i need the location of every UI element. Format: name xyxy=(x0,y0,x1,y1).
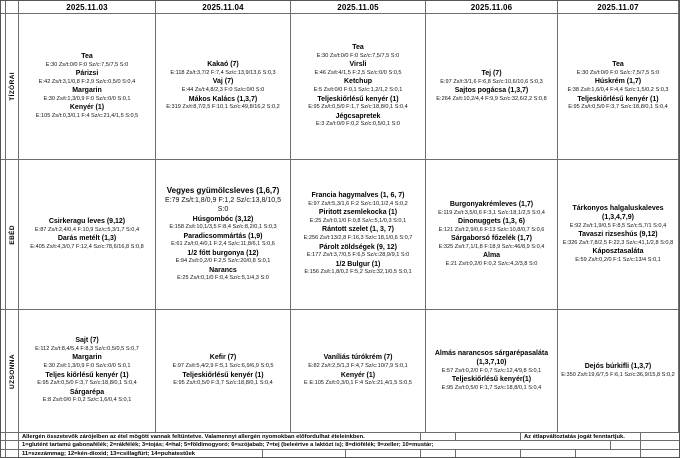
dish-nutrition: E:46 Zs/t:4/1,5 F:2,5 Sz/c:0/0 S:0,5 xyxy=(314,70,402,77)
dish-name: Margarin xyxy=(72,354,102,362)
dish-name: Teljeskiőrlésű kenyér (1) xyxy=(317,95,399,103)
menu-cell xyxy=(291,14,426,160)
menu-cell xyxy=(19,14,156,160)
dish-nutrition: E:57 Zs/t:0,2/0 F:0,7 Sz/c:12,4/9,8 S:0,1 xyxy=(441,367,542,374)
dish-name: Tea xyxy=(352,44,364,52)
menu-cell xyxy=(19,160,156,310)
footer-empty-cell xyxy=(346,450,421,458)
menu-item xyxy=(22,354,152,370)
menu-item xyxy=(22,104,152,120)
dish-name: Kenyér (1) xyxy=(340,371,376,379)
corner-cell-b xyxy=(6,1,19,14)
date-header-wednesday: 2025.11.05 xyxy=(291,1,426,14)
menu-item xyxy=(429,201,554,217)
dish-name: Rántott szelet (1, 3, 7) xyxy=(322,226,394,234)
dish-nutrition: E:95 Zs/t:0,5/0 F:3,7 Sz/c:18,8/0,1 S:0,4 xyxy=(37,380,137,387)
dish-name: Alma xyxy=(482,252,501,260)
footer-empty-cell xyxy=(641,433,679,440)
dish-name: Teljes kiőrlésű kenyér (1) xyxy=(45,371,129,379)
footer-row-notice xyxy=(1,433,679,441)
dish-nutrition: E:3 Zs/t:0/0 F:0,2 Sz/c:0,5/0,1 S:0 xyxy=(316,121,400,128)
dish-nutrition: E E:105 Zs/t:0,3/0,1 F:4 Sz/c:21,4/1,5 S:0,5 xyxy=(304,380,412,387)
footer-empty-cell xyxy=(521,450,576,458)
dish-nutrition: E:95 Zs/t:0,5/0 F:1,7 Sz/c:18,8/0,1 S:0,4 xyxy=(441,384,542,391)
row-label-tízórai xyxy=(6,14,19,160)
date-header-friday: 2025.11.07 xyxy=(558,1,679,14)
footer-empty-cell xyxy=(421,433,456,440)
dish-name: Párolt zöldségek (9, 12) xyxy=(319,243,397,251)
footer-empty-cell xyxy=(456,433,521,440)
menu-item xyxy=(561,78,675,94)
dish-nutrition: E:325 Zs/t:7,1/1,8 F:18,9 Sz/c:46/8,9 S:0,4 xyxy=(438,243,545,250)
menu-item xyxy=(159,267,287,283)
dish-name: Sajt (7) xyxy=(75,337,99,345)
footer-empty-cell xyxy=(641,441,679,449)
dish-nutrition: E:44 Zs/t:4,8/2,3 F:0 Sz/c:0/0 S:0 xyxy=(181,87,265,94)
dish-name: Vegyes gyümölcsleves (1,6,7) xyxy=(166,186,280,196)
dish-name: 1/2 főtt burgonya (12) xyxy=(187,249,259,257)
dish-nutrition: E:94 Zs/t:0,2/0 F:2,5 Sz/c:20/0,8 S:0,1 xyxy=(175,258,271,265)
dish-name: Paradicsommártás (1,9) xyxy=(183,232,263,240)
dish-name: Húsgombóc (3,12) xyxy=(192,215,254,223)
menu-item xyxy=(429,252,554,268)
dish-name: Sárgaborsó főzelék (1,7) xyxy=(451,235,532,242)
menu-item xyxy=(429,350,554,375)
dish-nutrition: E:350 Zs/t:19,6/7,5 F:6,1 Sz/c:36,9/15,8 S:0,2 xyxy=(561,371,675,378)
dish-nutrition: E:156 Zs/t:1,8/0,2 F:5,2 Sz/c:32,1/0,5 S:0,1 xyxy=(304,269,412,276)
dish-nutrition: E:326 Zs/t:7,8/2,5 F:22,3 Sz/c:41,1/2,8 S:0,8 xyxy=(562,239,674,246)
footer-allergen-section xyxy=(1,433,679,458)
dish-name: 1/2 Bulgur (1) xyxy=(335,260,381,268)
dish-nutrition: E:112 Zs/t:8,4/5,4 F:8,3 Sz/c:0,5/0,5 S:0,7 xyxy=(35,346,139,353)
menu-item xyxy=(294,226,422,242)
footer-row-allergens-1 xyxy=(1,441,679,450)
footer-spacer xyxy=(6,441,19,449)
menu-item xyxy=(294,244,422,260)
dish-nutrition: E:30 Zs/t:0/0 F:0 Sz/c:7,5/7,5 S:0 xyxy=(45,61,129,68)
menu-item xyxy=(294,96,422,112)
footer-spacer xyxy=(6,450,19,458)
menu-item xyxy=(159,354,287,370)
dish-nutrition: E:177 Zs/t:3,7/0,5 F:6,5 Sz/c:28,9/9,1 S:0 xyxy=(306,252,410,259)
dish-nutrition: E:87 Zs/t:2,4/0,4 F:10,9 Sz/c:5,3/1,7 S:0,4 xyxy=(34,226,140,233)
dish-name: Tea xyxy=(81,52,93,60)
dish-nutrition: E:119 Zs/t:3,5/0,6 F:3,1 Sz/c:18,1/2,5 S:0,4 xyxy=(438,209,545,216)
date-header-tuesday: 2025.11.04 xyxy=(156,1,291,14)
menu-cell xyxy=(558,160,679,310)
dish-name: Vaj (7) xyxy=(212,78,234,86)
menu-item xyxy=(159,372,287,388)
menu-item xyxy=(561,205,675,230)
menu-item xyxy=(22,218,152,234)
menu-change-notice: Az étlapváltoztatás jogát fenntartjuk. xyxy=(521,433,641,440)
menu-item xyxy=(294,209,422,225)
dish-nutrition: E:25 Zs/t:0,1/0 F:0,8 Sz/c:5,1/0,3 S:0,1 xyxy=(309,218,407,225)
menu-item xyxy=(561,231,675,247)
date-header-thursday: 2025.11.06 xyxy=(426,1,558,14)
dish-name: Káposztasaláta xyxy=(592,247,644,255)
dish-name: Kenyér (1) xyxy=(69,104,105,112)
menu-item xyxy=(429,235,554,251)
menu-item xyxy=(294,44,422,60)
dish-nutrition: E:82 Zs/t:2,5/1,3 F:4,7 Sz/c:10/7,9 S:0,1 xyxy=(308,363,408,370)
row-label-uzsonna xyxy=(6,310,19,433)
menu-item xyxy=(159,186,287,214)
menu-item xyxy=(294,354,422,370)
dish-name: Burgonyakrémleves (1,7) xyxy=(449,200,534,208)
menu-item xyxy=(159,96,287,112)
dish-name: Tárkonyos halgaluskaleves (1,3,4,7,9) xyxy=(572,205,664,221)
dish-nutrition: E:38 Zs/t:1,6/0,4 F:4,4 Sz/c:1,5/0,2 S:0,3 xyxy=(567,87,669,94)
dish-name: Teljeskiőrlésű kenyér (1) xyxy=(182,371,264,379)
dish-nutrition: E:92 Zs/t:1,9/0,5 F:8,5 Sz/c:5,7/1 S:0,4 xyxy=(569,222,667,229)
menu-item xyxy=(159,78,287,94)
menu-item xyxy=(294,372,422,388)
dish-name: Virsli xyxy=(349,61,367,69)
menu-item xyxy=(159,250,287,266)
menu-item xyxy=(159,216,287,232)
dish-nutrition: E:97 Zs/t:3/1,6 F:6,8 Sz/c:10,6/10,6 S:0,3 xyxy=(440,78,543,85)
dish-nutrition: E:61 Zs/t:0,4/0,1 F:2,4 Sz/c:11,8/6,1 S:0,6 xyxy=(171,241,275,248)
dish-name: Dinonuggets (1,3, 6) xyxy=(458,217,525,225)
menu-item xyxy=(561,363,675,379)
dish-name: Tea xyxy=(612,61,624,69)
row-label-text: UZSONNA xyxy=(8,353,16,389)
menu-item xyxy=(561,61,675,77)
row-label-text: TÍZÓRAI xyxy=(8,72,16,101)
dish-nutrition: E:121 Zs/t:2,9/0,6 F:13 Sz/c:10,8/0,7 S:0,6 xyxy=(438,226,545,233)
menu-item xyxy=(294,261,422,277)
footer-empty-cell xyxy=(456,450,521,458)
dish-nutrition: E:42 Zs/t:3,1/0,8 F:2,9 Sz/c:0,5/0 S:0,4 xyxy=(38,78,136,85)
menu-item xyxy=(294,78,422,94)
dish-name: Mákos Kalács (1,3,7) xyxy=(188,95,258,103)
allergen-legend-line1: 1=glutént tartamú gabonafélék; 2=rákfélék; 3=tojás; 4=hal; 5=földimogyoró; 6=szójabab; 7=tej (beleértve a laktózt is); 8=diófélék; 9=zeller; 10=mustár; xyxy=(19,441,611,449)
dish-name: Margarin xyxy=(72,87,102,94)
allergen-legend-line2: 11=szezámmag; 12=kén-dioxid; 13=csillagfürt; 14=puhatestűek xyxy=(19,450,263,458)
menu-table xyxy=(1,1,679,433)
row-label-text: EBÉD xyxy=(8,224,16,245)
allergen-notice: Allergén összetevők zárójelben az étel mögött vannak feltüntetve. Valamennyi allergén nyomokban előfordulhat ételeinkben. xyxy=(19,433,421,440)
dish-name: Kefir (7) xyxy=(209,354,237,362)
menu-cell xyxy=(558,14,679,160)
dish-name: Sárgarépa xyxy=(69,388,105,396)
menu-item xyxy=(159,233,287,249)
menu-item xyxy=(22,372,152,388)
dish-nutrition: E:158 Zs/t:10,1/3,5 F:8,4 Sz/c:8,2/0,1 S:0,3 xyxy=(169,224,277,231)
footer-empty-cell xyxy=(263,450,346,458)
dish-nutrition: E:256 Zs/t:13/2,8 F:16,3 Sz/c:18,1/0,6 S:0,7 xyxy=(303,235,413,242)
dish-name: Vaníliás túrókrém (7) xyxy=(323,354,393,362)
dish-name: Teljeskiőrlésű kenyér(1) xyxy=(451,375,532,383)
dish-nutrition: E:97 Zs/t:5,3/1,6 F:2 Sz/c:10,1/2,4 S:0,2 xyxy=(308,201,408,208)
dish-name: Jégcsapretek xyxy=(335,112,381,120)
menu-item xyxy=(22,87,152,103)
footer-empty-cell xyxy=(641,450,679,458)
menu-cell xyxy=(156,310,291,433)
dish-nutrition: E:118 Zs/t:3,7/2 F:7,4 Sz/c:13,9/13,6 S:0,3 xyxy=(170,70,276,77)
dish-name: Csirkeragu leves (9,12) xyxy=(48,217,126,225)
menu-item xyxy=(429,218,554,234)
menu-cell xyxy=(426,310,558,433)
dish-name: Narancs xyxy=(209,266,237,274)
menu-item xyxy=(294,61,422,77)
dish-name: Sajtos pogácsa (1,3,7) xyxy=(454,87,529,94)
menu-item xyxy=(22,389,152,405)
menu-item xyxy=(429,87,554,103)
date-header-monday: 2025.11.03 xyxy=(19,1,156,14)
dish-nutrition: E:5 Zs/t:0/0 F:0,1 Sz/c:1,2/1,2 S:0,1 xyxy=(313,87,403,94)
dish-nutrition: E:59 Zs/t:0,2/0 F:1 Sz/c:13/4 S:0,1 xyxy=(575,256,661,263)
menu-cell xyxy=(156,160,291,310)
menu-item xyxy=(429,376,554,392)
dish-nutrition: E:95 Zs/t:0,5/0 F:3,7 Sz/c:18,8/0,1 S:0,4 xyxy=(568,104,668,111)
footer-empty-cell xyxy=(611,441,641,449)
dish-nutrition: E:79 Zs/t:1,8/0,9 F:1,2 Sz/c:13,8/10,5 S:0 xyxy=(165,197,281,214)
menu-cell xyxy=(558,310,679,433)
dish-nutrition: E:25 Zs/t:0,1/0 F:0,4 Sz/c:5,1/4,3 S:0 xyxy=(177,275,269,282)
dish-nutrition: E:264 Zs/t:10,2/4,4 F:9,9 Sz/c:32,6/2,2 S:0,8 xyxy=(436,95,547,102)
dish-name: Almás narancsos sárgarépasaláta (1,3,7,10) xyxy=(434,350,549,366)
menu-item xyxy=(294,113,422,129)
dish-nutrition: E:105 Zs/t:0,3/0,1 F:4 Sz/c:21,4/1,5 S:0,5 xyxy=(35,112,139,119)
menu-item xyxy=(294,192,422,208)
dish-name: Dejós búrkifli (1,3,7) xyxy=(584,362,652,370)
footer-empty-cell xyxy=(421,450,456,458)
dish-name: Húskrém (1,7) xyxy=(594,78,642,86)
dish-nutrition: E:97 Zs/t:5,4/2,9 F:5,1 Sz/c:6,9/6,9 S:0,5 xyxy=(172,363,274,370)
dish-name: Tej (7) xyxy=(481,69,502,77)
menu-cell xyxy=(426,14,558,160)
menu-item xyxy=(159,61,287,77)
dish-name: Piritott zsemlekocka (1) xyxy=(318,209,398,217)
footer-empty-cell xyxy=(576,450,641,458)
dish-name: Párizsi xyxy=(75,69,99,77)
dish-nutrition: E:30 Zs/t:1,3/0,9 F:0 Sz/c:0/0 S:0,1 xyxy=(43,363,131,370)
menu-item xyxy=(22,53,152,69)
menu-item xyxy=(22,235,152,251)
dish-nutrition: E:319 Zs/t:8,7/2,5 F:10,1 Sz/c:49,8/16,2 S:0,2 xyxy=(166,104,280,111)
dish-name: Ketchup xyxy=(344,78,372,86)
dish-nutrition: E:30 Zs/t:0/0 F:0 Sz/c:7,5/7,5 S:0 xyxy=(316,53,400,60)
menu-cell xyxy=(426,160,558,310)
dish-nutrition: E:8 Zs/t:0/0 F:0,2 Sz/c:1,6/0,4 S:0,1 xyxy=(42,397,132,404)
row-label-ebéd xyxy=(6,160,19,310)
footer-spacer xyxy=(6,433,19,440)
dish-name: Teljeskiőrlésű kenyér (1) xyxy=(577,95,659,103)
menu-cell xyxy=(156,14,291,160)
dish-nutrition: E:95 Zs/t:0,5/0 F:1,7 Sz/c:18,8/0,1 S:0,4 xyxy=(308,104,408,111)
menu-cell xyxy=(291,160,426,310)
dish-name: Tavaszi rizseshús (9,12) xyxy=(578,230,658,238)
dish-nutrition: E:95 Zs/t:0,5/0 F:3,7 Sz/c:18,8/0,1 S:0,4 xyxy=(173,380,273,387)
menu-item xyxy=(429,70,554,86)
menu-item xyxy=(22,70,152,86)
dish-nutrition: E:405 Zs/t:4,3/0,7 F:12,4 Sz/c:78,6/16,8 S:0,8 xyxy=(30,243,144,250)
dish-nutrition: E:30 Zs/t:1,3/0,9 F:0 Sz/c:0/0 S:0,1 xyxy=(43,95,131,102)
menu-item xyxy=(561,96,675,112)
menu-cell xyxy=(291,310,426,433)
menu-cell xyxy=(19,310,156,433)
dish-name: Francia hagymalves (1, 6, 7) xyxy=(311,192,405,200)
dish-nutrition: E:30 Zs/t:0/0 F:0 Sz/c:7,5/7,5 S:0 xyxy=(576,70,660,77)
menu-item xyxy=(561,248,675,264)
dish-name: Kakaó (7) xyxy=(207,61,239,69)
dish-name: Darás metélt (1,3) xyxy=(57,235,117,242)
menu-item xyxy=(22,337,152,353)
dish-nutrition: E:21 Zs/t:0,2/0 F:0,2 Sz/c:4,2/3,8 S:0 xyxy=(445,260,538,267)
footer-row-allergens-2 xyxy=(1,450,679,458)
